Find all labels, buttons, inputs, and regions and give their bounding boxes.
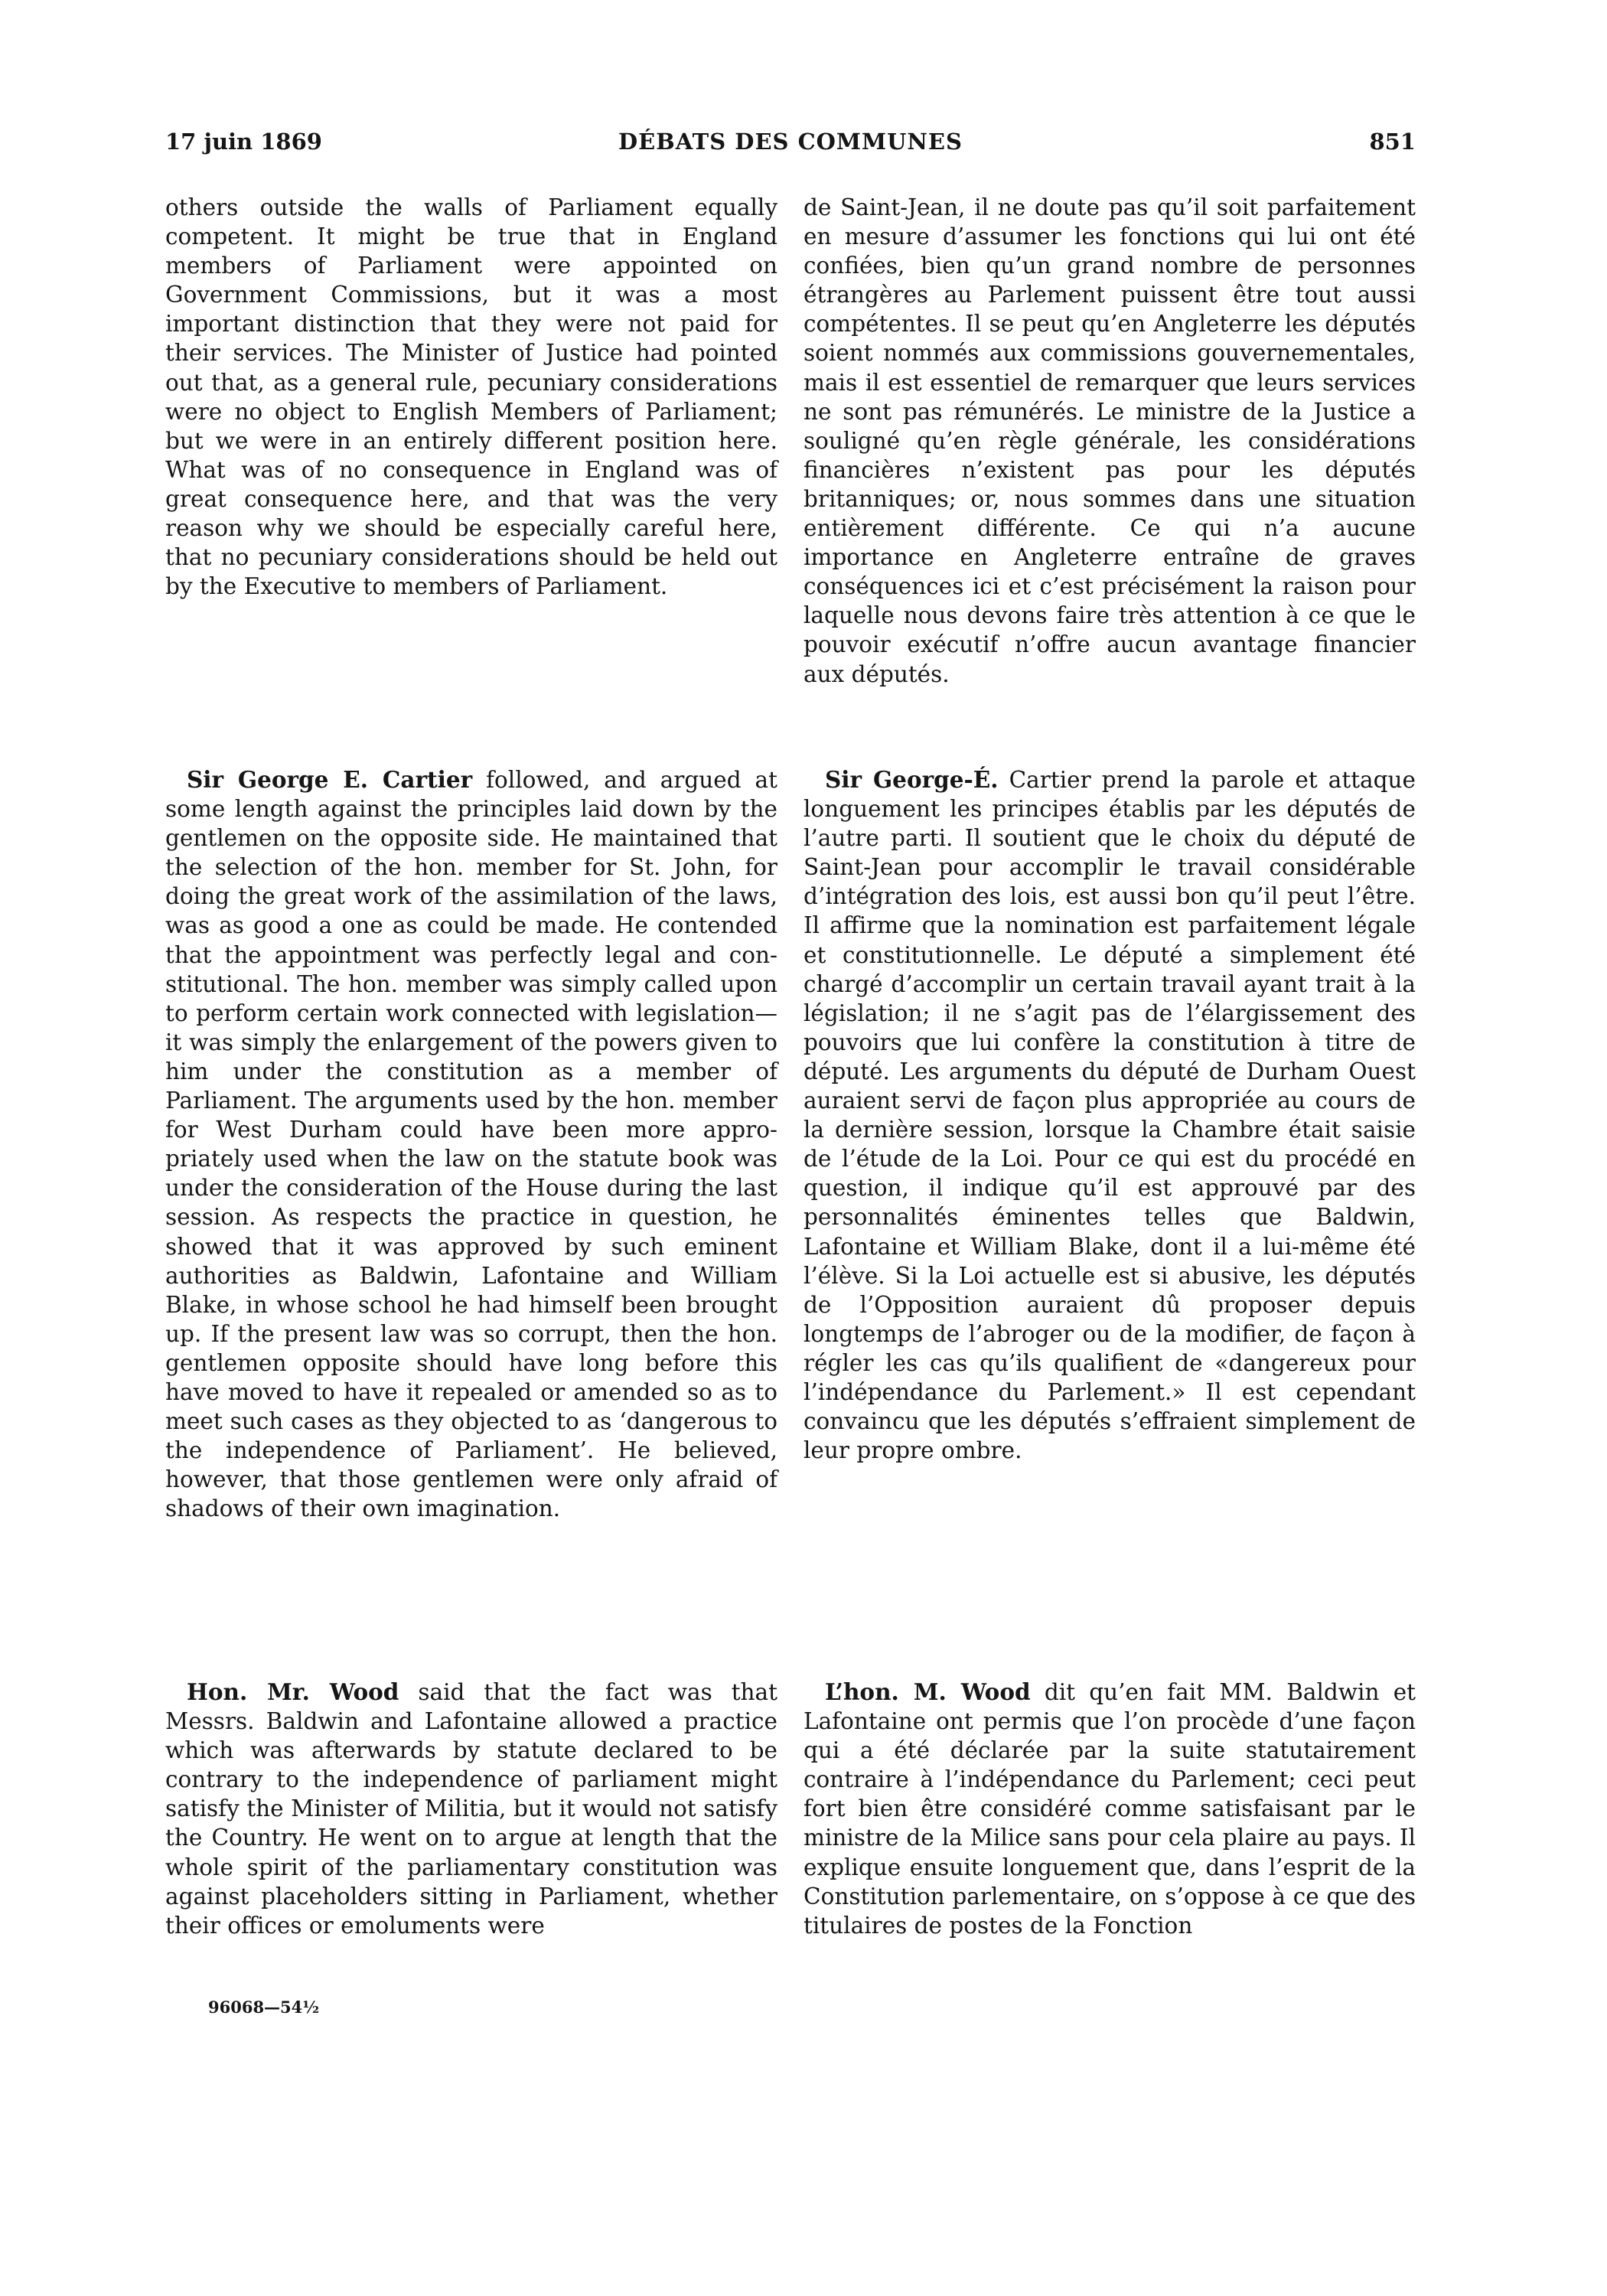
printer-code: 96068—54½ [208,1998,320,2017]
paragraph [804,1678,1416,1940]
paragraph-text: Cartier prend la parole et attaque longuement les principes établis par les députés de l’autre parti. Il soutient que le choix du député de Saint-Jean pour accomplir le travail considérable d’intégration des lois, est aussi bon qu’il peut l’être. Il affirme que la nomination est parfaitement légale et constitutionnelle. Le député a simplement été chargé d’accomplir un certain travail ayant trait à la législation; il ne s’agit pas de l’élargissement des pouvoirs que lui confère la constitution à titre de député. Les arguments du député de Durham Ouest auraient servi de façon plus appropriée au cours de la dernière session, lorsque la Chambre était saisie de l’étude de la Loi. Pour ce qui est du procédé en question, il indique qu’il est approuvé par des personnalités éminentes telles que Baldwin, Lafontaine et William Blake, dont il a lui-même été l’élève. Si la Loi actuelle est si abusive, les députés de l’Opposition auraient dû proposer depuis longtemps de l’abroger ou de la modifier, de façon à régler les cas qu’ils qualifient de «dangereux pour l’indépendance du Parlement.» Il est cependant convaincu que les députés s’effraient simplement de leur propre ombre. [804,767,1416,1464]
page-number: 851 [1369,129,1416,155]
english-paragraph-3 [165,1678,777,1940]
paragraph-text: followed, and argued at some length against the principles laid down by the gentlemen on the opposite side. He maintained that the selection of the hon. member for St. John, for doing the great work of the assimilation of the laws, was as good a one as could be made. He contended that the appointment was perfectly legal and constitutional. The hon. member was simply called upon to perform certain work connected with legislation—it was simply the enlargement of the powers given to him under the constitution as a member of Parliament. The arguments used by the hon. member for West Durham could have been more appropriately used when the law on the statute book was under the consideration of the House during the last session. As respects the practice in question, he showed that it was approved by such eminent authorities as Baldwin, Lafontaine and William Blake, in whose school he had himself been brought up. If the present law was so corrupt, then the hon. gentlemen opposite should have long before this have moved to have it repealed or amended so as to meet such cases as they objected to as ‘dangerous to the independence of Parliament’. He believed, however, that those gentlemen were only afraid of shadows of their own imagination. [165,767,777,1522]
page-header [165,129,1416,159]
speaker-name: Hon. Mr. Wood [187,1678,399,1705]
french-paragraph-2 [804,765,1416,1465]
speaker-name: Sir George-É. [825,766,999,793]
paragraph [165,765,777,1523]
english-paragraph-2 [165,765,777,1523]
paragraph-text: others outside the walls of Parliament equally competent. It might be true that in England members of Parliament were appointed on Government Commissions, but it was a most important distinction that they were not paid for their services. The Minister of Justice had pointed out that, as a general rule, pecuniary considerations were no object to English Members of Parliament; but we were in an entirely different position here. What was of no consequence in England was of great consequence here, and that was the very reason why we should be especially careful here, that no pecuniary considerations should be held out by the Executive to members of Parliament. [165,194,777,600]
paragraph-text: dit qu’en fait MM. Baldwin et Lafontaine ont permis que l’on procède d’une façon qui a été déclarée par la suite statutairement contraire à l’indépendance du Parlement; ceci peut fort bien être considéré comme satisfaisant par le ministre de la Milice sans pour cela plaire au pays. Il explique ensuite longuement que, dans l’esprit de la Constitution parlementaire, on s’oppose à ce que des titulaires de postes de la Fonction [804,1679,1416,1939]
speaker-name: Sir George E. Cartier [187,766,473,793]
paragraph-text: said that the fact was that Messrs. Baldwin and Lafontaine allowed a practice which was afterwards by statute declared to be contrary to the independence of parliament might satisfy the Minister of Militia, but it would not satisfy the Country. He went on to argue at length that the whole spirit of the parliamentary constitution was against placeholders sitting in Parliament, whether their offices or emoluments were [165,1679,777,1939]
english-paragraph-1 [165,193,777,601]
header-title: DÉBATS DES COMMUNES [618,129,963,155]
paragraph-text: de Saint-Jean, il ne doute pas qu’il soit parfaitement en mesure d’assumer les fonctions qui lui ont été confiées, bien qu’un grand nombre de personnes étrangères au Parlement puissent être tout aussi compétentes. Il se peut qu’en Angleterre les députés soient nommés aux commissions gouvernementales, mais il est essentiel de remarquer que leurs services ne sont pas rémunérés. Le ministre de la Justice a souligné qu’en règle générale, les considérations financières n’existent pas pour les députés britanniques; or, nous sommes dans une situation entièrement différente. Ce qui n’a aucune importance en Angleterre entraîne de graves conséquences ici et c’est précisément la raison pour laquelle nous devons faire très attention à ce que le pouvoir exécutif n’offre aucun avantage financier aux députés. [804,194,1416,687]
french-paragraph-1 [804,193,1416,689]
header-date: 17 juin 1869 [165,129,322,155]
paragraph [804,765,1416,1465]
paragraph [165,1678,777,1940]
french-paragraph-3 [804,1678,1416,1940]
speaker-name: L’hon. M. Wood [825,1678,1031,1705]
